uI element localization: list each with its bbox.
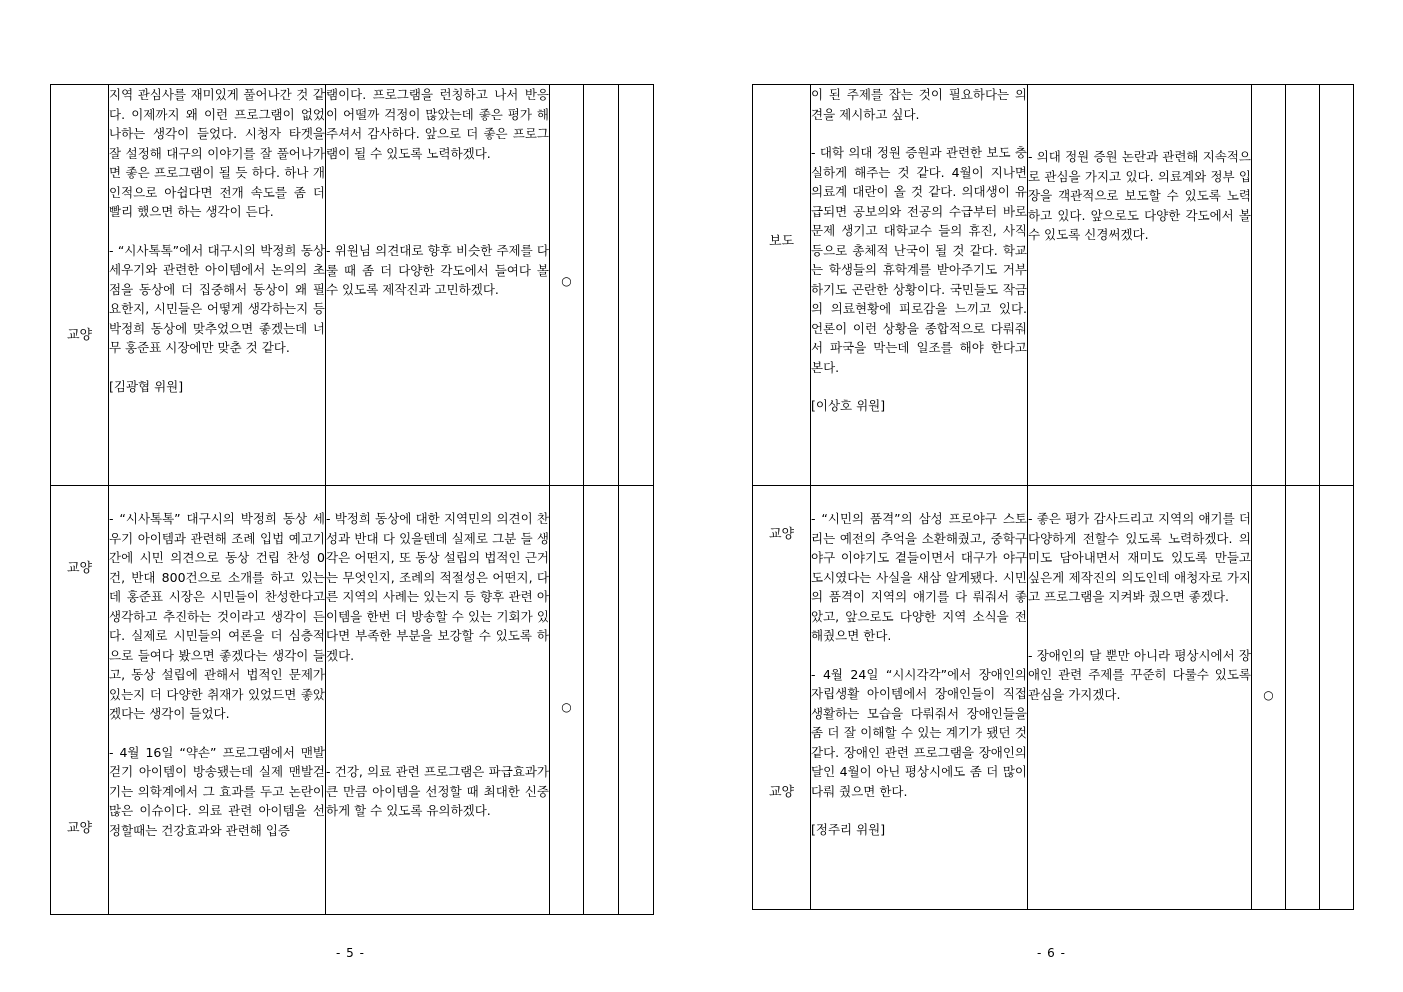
category-cell [753,486,811,910]
opinion-cell [811,85,1028,486]
empty-cell [1286,85,1320,486]
category-cell [753,85,811,486]
response-text: - 건강, 의료 관련 프로그램은 파급효과가 큰 만큼 아이템을 선정할 때 최대한 신중하게 할 수 있도록 유의하겠다. [326,764,549,818]
table-row [753,486,1354,910]
opinion-cell [109,486,326,915]
check-cell [1252,85,1286,486]
empty-cell [584,85,619,486]
opinion-text: - 대학 의대 정원 증원과 관련한 보도 충실하게 해주는 것 같다. 4월이 지나면 의료계 대란이 올 것 같다. 의대생이 유급되면 공보의와 전공의 수급부터 바로 문제 생기고 대학교수 들의 휴진, 사직 등으로 총체적 난국이 될 것 같다. 학교는 학생들의 휴학계를 받아주기도 거부하기도 곤란한 상황이다. 국민들도 작금의 의료현황에 피로감을 느끼고 있다. 언론이 이런 상황을 종합적으로 다뤄줘서 파국을 막는데 일조를 해야 한다고 본다. [811,145,1027,375]
page-6 [700,0,1403,992]
opinion-text: 지역 관심사를 재미있게 풀어나간 것 같다. 이제까지 왜 이런 프로그램이 없었나하는 생각이 들었다. 시청자 타겟을 잘 설정해 대구의 이야기를 잘 풀어나가면 좋은 프로그램이 될 듯 하다. 하나 개인적으로 아쉽다면 전개 속도를 좀 더 빨리 했으면 하는 생각이 든다. [109,87,325,219]
opinion-text: - “시사톡톡”에서 대구시의 박정희 동상 세우기와 관련한 아이템에서 논의의 초점을 동상에 더 집중해서 동상이 왜 필요한지, 시민들은 어떻게 생각하는지 등 박정희 동상에 맞추었으면 좋겠는데 너무 홍준표 시장에만 맞춘 것 같다. [109,242,325,355]
response-cell [326,486,550,915]
empty-cell [619,486,654,915]
check-mark: ○ [561,700,572,714]
opinion-cell [811,486,1028,910]
response-text: - 박정희 동상에 대한 지역민의 의견이 찬성과 반대 다 있을텐데 실제로 그분 들 생각은 어떤지, 또 동상 설립의 법적인 근거는 무엇인지, 조례의 적절성은 어떤지, 다른 지역의 사례는 있는지 등 향후 관련 아이템을 한번 더 방송할 수 있는 기회가 있다면 부족한 부분을 보강할 수 있도록 하겠다. [326,511,549,663]
review-table [752,84,1354,910]
check-cell [1252,486,1286,910]
check-cell [550,85,584,486]
category-cell [51,85,109,486]
check-mark: ○ [1263,688,1274,702]
page-number: - 6 - [1037,946,1066,960]
table-row [51,85,654,486]
category-label: 교양 [768,527,795,542]
category-label: 보도 [768,234,795,249]
response-cell [326,85,550,486]
opinion-cell [109,85,326,486]
response-cell [1028,486,1252,910]
empty-cell [584,486,619,915]
category-label: 교양 [66,561,93,576]
member-name: [정주리 위원] [811,822,886,837]
category-cell [51,486,109,915]
opinion-text: - “시사톡톡” 대구시의 박정희 동상 세우기 아이템과 관련해 조례 입법 예고기간에 시민 의견으로 동상 건립 찬성 0건, 반대 800건으로 소개를 하고 있는데 홍준표 시장은 시민들이 찬성한다고 생각하고 추진하는 것이라고 생각이 든다. 실제로 시민들의 여론을 더 심층적으로 들여다 봤으면 좋겠다는 생각이 들고, 동상 설립에 관해서 법적인 문제가 있는지 더 다양한 취재가 있었드면 좋았겠다는 생각이 들었다. [109,511,325,721]
table-row [753,85,1354,486]
category-label: 교양 [66,328,93,343]
check-cell [550,486,584,915]
empty-cell [619,85,654,486]
page-5 [0,0,700,992]
check-mark: ○ [561,274,572,288]
table-row [51,486,654,915]
opinion-text: - 4월 24일 “시시각각”에서 장애인의 자립생활 아이템에서 장애인들이 직접 생활하는 모습을 다뤄줘서 장애인들을 좀 더 잘 이해할 수 있는 계기가 됐던 것 같다. 장애인 관련 프로그램을 장애인의 달인 4월이 아닌 평상시에도 좀 더 많이 다뤄 줬으면 한다. [811,666,1027,799]
empty-cell [1286,486,1320,910]
review-table [50,84,654,915]
response-text: - 좋은 평가 감사드리고 지역의 얘기를 더 다양하게 전할수 있도록 노력하겠다. 의미도 담아내면서 재미도 있도록 만들고 싶은게 제작진의 의도인데 애청자로 가지고 프로그램을 지켜봐 줬으면 좋겠다. [1028,511,1251,604]
opinion-text: - “시민의 품격”의 삼성 프로야구 스토리는 예전의 추억을 소환해줬고, 중학구 야구 이야기도 곁들이면서 대구가 야구도시였다는 사실을 새삼 알게됐다. 시민의 품격이 지역의 얘기를 다 뤄줘서 좋았고, 앞으로도 다양한 지역 소식을 전해줬으면 한다. [811,511,1027,643]
category-label: 교양 [768,785,795,800]
category-label: 교양 [66,821,93,836]
member-name: [김광협 위원] [109,378,184,394]
member-name: [이상호 위원] [811,398,886,413]
empty-cell [1320,85,1354,486]
opinion-text: - 4월 16일 “약손” 프로그램에서 맨발걷기 아이템이 방송됐는데 실제 맨발걷기는 의학계에서 그 효과를 두고 논란이 많은 이슈이다. 의료 관련 아이템을 선정할때는 건강효과와 관련해 입증 [109,744,325,838]
response-text: - 장애인의 달 뿐만 아니라 평상시에서 장애인 관련 주제를 꾸준히 다룰수 있도록 관심을 가지겠다. [1028,647,1251,702]
response-cell [1028,85,1252,486]
empty-cell [1320,486,1354,910]
page-number: - 5 - [336,946,365,960]
opinion-text: 이 된 주제를 잡는 것이 필요하다는 의견을 제시하고 싶다. [811,87,1027,122]
response-text: 램이다. 프로그램을 런칭하고 나서 반응이 어떨까 걱정이 많았는데 좋은 평가 해주셔서 감사하다. 앞으로 더 좋은 프로그램이 될 수 있도록 노력하겠다. [326,87,549,161]
response-text: - 의대 정원 증원 논란과 관련해 지속적으로 관심을 가지고 있다. 의료계와 정부 입장을 객관적으로 보도할 수 있도록 노력하고 있다. 앞으로도 다양한 각도에서 볼 수 있도록 신경써겠다. [1028,149,1251,242]
response-text: - 위원님 의견대로 향후 비슷한 주제를 다룰 때 좀 더 다양한 각도에서 들여다 볼 수 있도록 제작진과 고민하겠다. [326,243,549,297]
